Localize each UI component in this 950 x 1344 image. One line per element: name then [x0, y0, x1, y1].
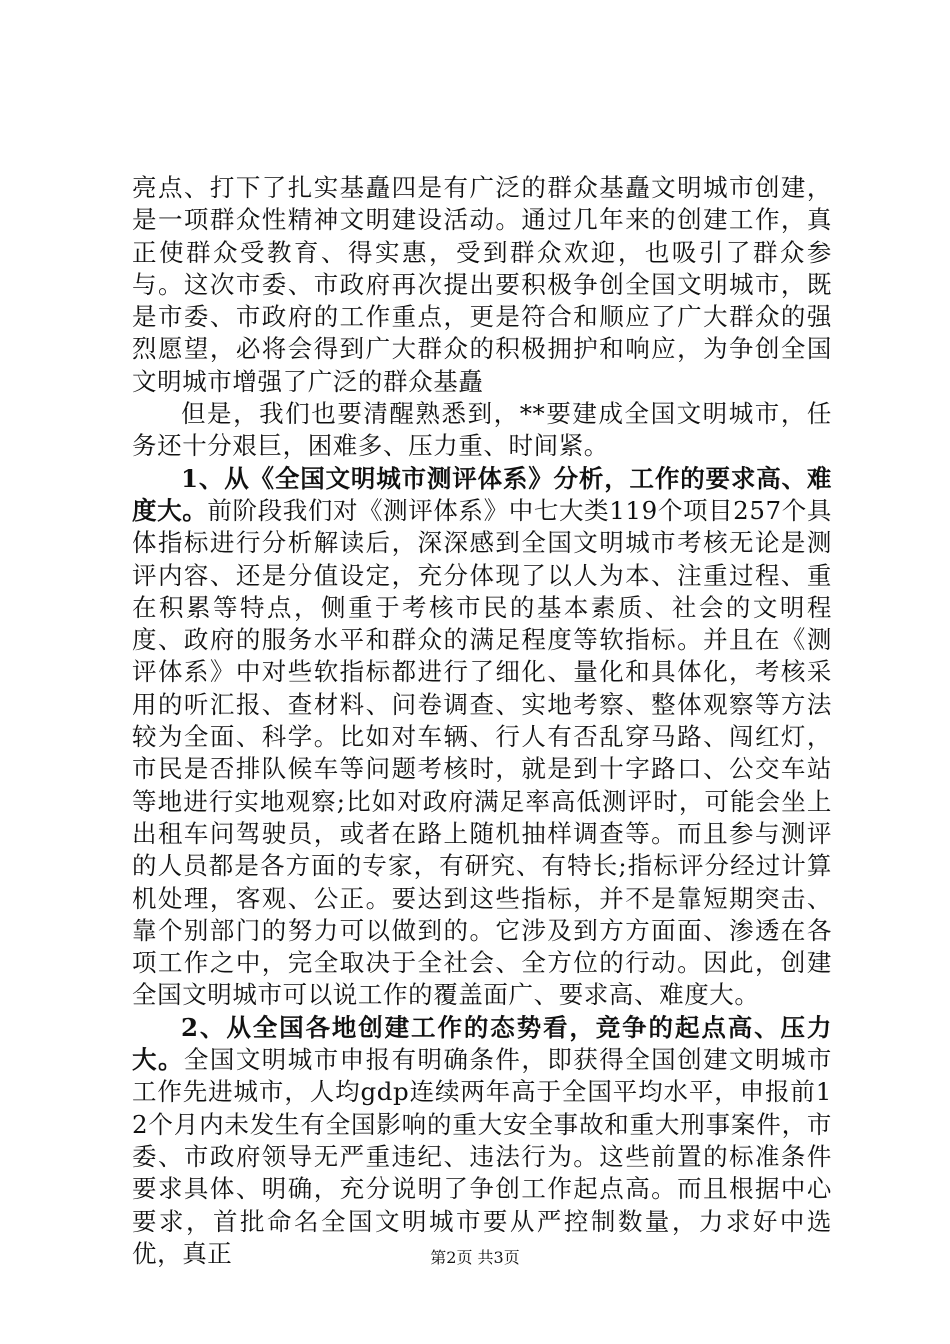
- paragraph-point-2: [132, 1012, 832, 1270]
- paragraph-difficulties-intro: 但是，我们也要清醒熟悉到，**要建成全国文明城市，任务还十分艰巨，困难多、压力重、时间紧。: [132, 399, 832, 461]
- point-2-heading: 2、从全国各地创建工作的态势看，竞争的起点高、压力大。: [132, 1012, 832, 1075]
- page-number-label: 第2页 共3页: [430, 1248, 520, 1267]
- paragraph-point-1: [132, 463, 832, 1012]
- point-2-text: 全国文明城市申报有明确条件，即获得全国创建文明城市工作先进城市，人均gdp连续两年高于全国平均水平，申报前12个月内未发生有全国影响的重大安全事故和重大刑事案件，市委、市政府领导无严重违纪、违法行为。这些前置的标准条件要求具体、明确，充分说明了争创工作起点高。而且根据中心要求，首批命名全国文明城市要从严控制数量，力求好中选优，真正: [132, 1045, 833, 1268]
- point-1-text: 前阶段我们对《测评体系》中七大类119个项目257个具体指标进行分析解读后，深深感到全国文明城市考核无论是测评内容、还是分值设定，充分体现了以人为本、注重过程、重在积累等特点，侧重于考核市民的基本素质、社会的文明程度、政府的服务水平和群众的满足程度等软指标。并且在《测评体系》中对些软指标都进行了细化、量化和具体化，考核采用的听汇报、查材料、问卷调查、实地考察、整体观察等方法较为全面、科学。比如对车辆、行人有否乱穿马路、闯红灯，市民是否排队候车等问题考核时，就是到十字路口、公交车站等地进行实地观察;比如对政府满足率高低测评时，可能会坐上出租车问驾驶员，或者在路上随机抽样调查等。而且参与测评的人员都是各方面的专家，有研究、有特长;指标评分经过计算机处理，客观、公正。要达到这些指标，并不是靠短期突击、靠个别部门的努力可以做到的。它涉及到方方面面、渗透在各项工作之中，完全取决于全社会、全方位的行动。因此，创建全国文明城市可以说工作的覆盖面广、要求高、难度大。: [132, 495, 832, 1010]
- document-body: [132, 172, 832, 1270]
- point-1-heading: 1、从《全国文明城市测评体系》分析，工作的要求高、难度大。: [132, 463, 832, 525]
- page-footer: [0, 1245, 950, 1268]
- paragraph-continuation: 亮点、打下了扎实基矗四是有广泛的群众基矗文明城市创建，是一项群众性精神文明建设活动。通过几年来的创建工作，真正使群众受教育、得实惠，受到群众欢迎，也吸引了群众参与。这次市委、市政府再次提出要积极争创全国文明城市，既是市委、市政府的工作重点，更是符合和顺应了广大群众的强烈愿望，必将会得到广大群众的积极拥护和响应，为争创全国文明城市增强了广泛的群众基矗: [132, 173, 832, 396]
